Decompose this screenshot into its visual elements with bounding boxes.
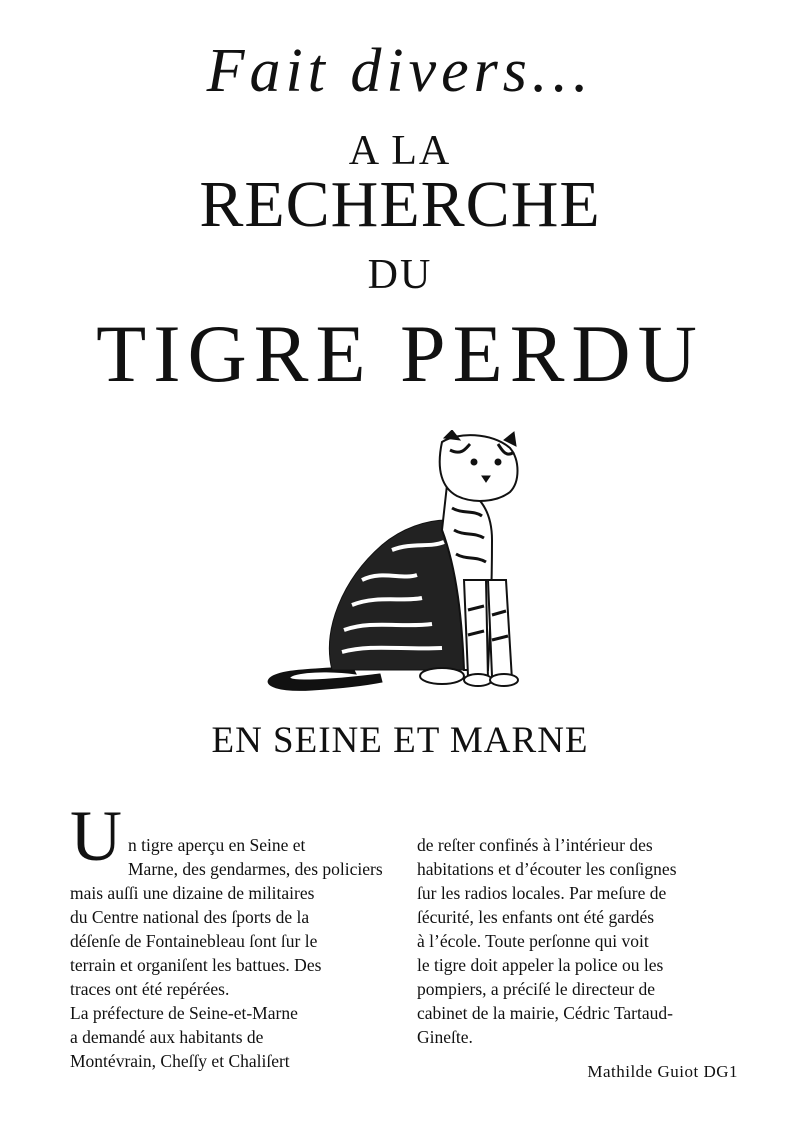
text-line: Gineſte. xyxy=(417,1027,473,1047)
title-line-1: A LA xyxy=(348,128,452,174)
text-line: terrain et organiſent les battues. Des xyxy=(70,955,322,975)
text-line: cabinet de la mairie, Cédric Tartaud- xyxy=(417,1003,673,1023)
text-line: habitations et d’écouter les conſignes xyxy=(417,859,677,879)
text-line: le tigre doit appeler la police ou les xyxy=(417,955,664,975)
text-line: La préfecture de Seine-et-Marne xyxy=(70,1003,298,1023)
text-line: déſenſe de Fontainebleau ſont ſur le xyxy=(70,931,318,951)
tiger-illustration-icon xyxy=(252,430,542,705)
text-line: du Centre national des ſports de la xyxy=(70,907,310,927)
subtitle: EN SEINE ET MARNE xyxy=(211,720,589,761)
kicker: Fait divers... xyxy=(206,37,594,105)
text-line: pompiers, a préciſé le directeur de xyxy=(417,979,656,999)
text-line: Montévrain, Cheſſy et Chaliſert xyxy=(70,1051,290,1071)
text-line: ſur les radios locales. Par meſure de xyxy=(417,883,667,903)
text-line: a demandé aux habitants de xyxy=(70,1027,264,1047)
article-column-right xyxy=(417,833,737,1049)
text-line: ſécurité, les enfants ont été gardés xyxy=(417,907,655,927)
byline: Mathilde Guiot DG1 xyxy=(587,1062,738,1081)
text-line: Marne, des gendarmes, des policiers xyxy=(128,859,383,879)
text-line: à l’école. Toute perſonne qui voit xyxy=(417,931,649,951)
article-column-left xyxy=(70,796,383,1073)
text-line: traces ont été repérées. xyxy=(70,979,230,999)
text-line: mais auſſi une dizaine de militaires xyxy=(70,883,315,903)
drop-cap: U xyxy=(70,796,122,876)
text-line: de reſter confinés à l’intérieur des xyxy=(417,835,653,855)
title-line-2: RECHERCHE xyxy=(199,168,601,241)
title-line-3: DU xyxy=(367,252,433,298)
title-line-4: TIGRE PERDU xyxy=(96,308,704,399)
text-line: n tigre aperçu en Seine et xyxy=(128,835,306,855)
